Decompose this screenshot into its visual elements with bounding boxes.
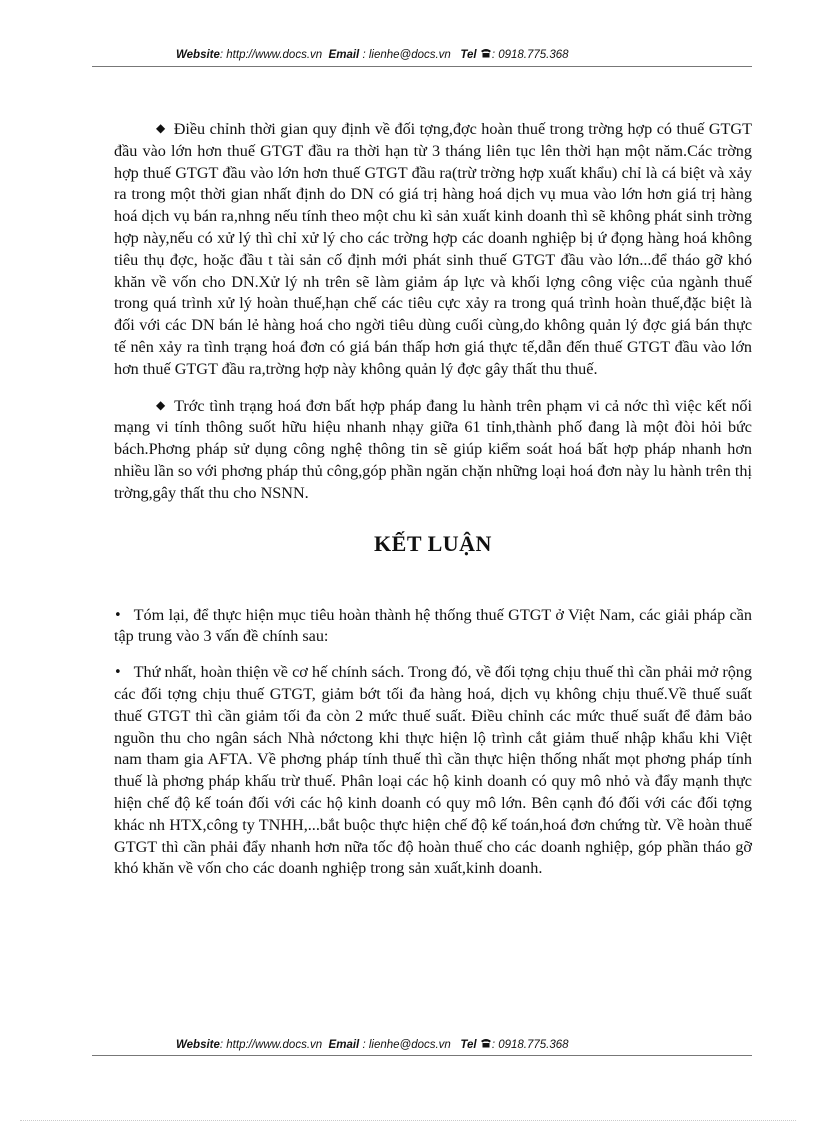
header-tel-label: Tel — [460, 49, 477, 61]
diamond-bullet-icon: ◆ — [156, 397, 167, 412]
header-website-link[interactable]: : http://www.docs.vn — [219, 49, 323, 61]
header-tel-value: : 0918.775.368 — [491, 49, 569, 61]
phone-icon — [480, 49, 492, 61]
header-divider — [92, 66, 752, 67]
phone-icon — [480, 1039, 492, 1051]
section-title: KẾT LUẬN — [374, 530, 492, 556]
footer-tel-value: : 0918.775.368 — [491, 1039, 569, 1051]
footer-email-label: Email — [328, 1039, 360, 1051]
footer-email-link[interactable]: : lienhe@docs.vn — [362, 1039, 451, 1051]
paragraph-1 — [114, 118, 752, 381]
header-email-link[interactable]: : lienhe@docs.vn — [362, 49, 451, 61]
header-website-label: Website — [176, 49, 220, 61]
footer-website-label: Website — [176, 1039, 220, 1051]
paragraph-2 — [114, 395, 752, 505]
footer-tel-label: Tel — [460, 1039, 477, 1051]
diamond-bullet-icon: ◆ — [156, 121, 166, 135]
paragraph-2-text: Trớc tình trạng hoá đơn bất hợp pháp đang lu hành trên phạm vi cả nớc thì việc kết nối mạng vi tính thông suốt hữu hiệu nhanh nhạy giữa 61 tỉnh,thành phố đang là một đòi hỏi bức bách.Phơng pháp sử dụng công nghệ thông tin sẽ giúp kiểm soát hoá bất hợp pháp nhanh hơn nhiều lần so với phơng pháp thủ công,góp phần ngăn chặn những loại hoá đơn này lu hành trên thị trờng,gây thất thu cho NSNN. — [114, 396, 752, 502]
paragraph-4-text: Thứ nhất, hoàn thiện về cơ hế chính sách. Trong đó, về đối tợng chịu thuế thì cần phải mở rộng các đối tợng chịu thuế GTGT, giảm bớt tối đa hàng hoá, dịch vụ không chịu thuế.Về thuế suất thuế GTGT thì cần giảm tối đa còn 2 mức thuế suất. Điều chỉnh các mức thuế suất để đảm bảo nguồn thu cho ngân sách Nhà nớctong khi thực hiện lộ trình cắt giảm thuế nhập khẩu khi Việt nam tham gia AFTA. Về phơng pháp tính thuế thì cần thực hiện thống nhất mọt phơng pháp tính thuế là phơng pháp khấu trừ thuế. Phân loại các hộ kinh doanh có quy mô nhỏ và đẩy mạnh thực hiện chế độ kế toán đối với các hộ kinh doanh có quy mô lớn. Bên cạnh đó đối với các đối tợng khác nh HTX,công ty TNHH,...bắt buộc thực hiện chế độ kế toán,hoá đơn chứng từ. Về hoàn thuế GTGT thì cần phải đẩy nhanh hơn nữa tốc độ hoàn thuế cho các doanh nghiệp, góp phần tháo gỡ khó khăn về vốn cho các doanh nghiệp trong sản xuất,kinh doanh. — [114, 663, 752, 878]
paragraph-1-text: Điều chỉnh thời gian quy định về đối tợng,đợc hoàn thuế trong trờng hợp có thuế GTGT đầu vào lớn hơn thuế GTGT đầu ra thời hạn từ 3 tháng liên tục lên thời hạn một năm.Các trờng hợp thuế GTGT đầu vào lớn hơn thuế GTGT đầu ra(trừ trờng hợp xuất khẩu) chỉ là cá biệt và xảy ra trong một thời gian nhất định do DN có giá trị hàng hoá dịch vụ mua vào lớn hơn giá trị hàng hoá dịch vụ bán ra,nhng nếu tính theo một chu kì sản xuất kinh doanh thì sẽ không phát sinh trờng hợp này,nếu có xử lý thì chỉ xử lý cho các trờng hợp các doanh nghiệp bị ứ đọng hàng hoá không tiêu thụ đợc, hoặc đầu t tài sản cố định mới phát sinh thuế GTGT đầu vào lớn...để tháo gỡ khó khăn về vốn cho DN.Xử lý nh trên sẽ làm giảm áp lực và khối lợng công việc của ngành thuế trong quá trình xử lý hoàn thuế,hạn chế các tiêu cực xảy ra trong quá trình hoàn thuế,đặc biệt là đối với các DN bán lẻ hàng hoá cho ngời tiêu dùng cuối cùng,do không quản lý đợc giá bán thực tế nên xảy ra tình trạng hoá đơn có giá bán thấp hơn giá thực tế,dẫn đến thuế GTGT đầu vào lớn hơn thuế GTGT đầu ra,trờng hợp này không quản lý đợc gây thất thu thuế. — [114, 120, 752, 378]
page-edge — [20, 1120, 796, 1121]
page-footer — [176, 1038, 752, 1051]
footer-divider — [92, 1055, 752, 1056]
paragraph-4 — [114, 662, 752, 880]
paragraph-3-text: Tóm lại, để thực hiện mục tiêu hoàn thành hệ thống thuế GTGT ở Việt Nam, các giải pháp cần tập trung vào 3 vấn đề chính sau: — [114, 605, 752, 646]
document-body — [114, 118, 752, 880]
round-bullet-icon: • — [114, 665, 122, 681]
round-bullet-icon: • — [114, 607, 122, 623]
page-header — [176, 48, 752, 61]
footer-website-link[interactable]: : http://www.docs.vn — [219, 1039, 323, 1051]
paragraph-3 — [114, 605, 752, 649]
header-email-label: Email — [328, 49, 360, 61]
